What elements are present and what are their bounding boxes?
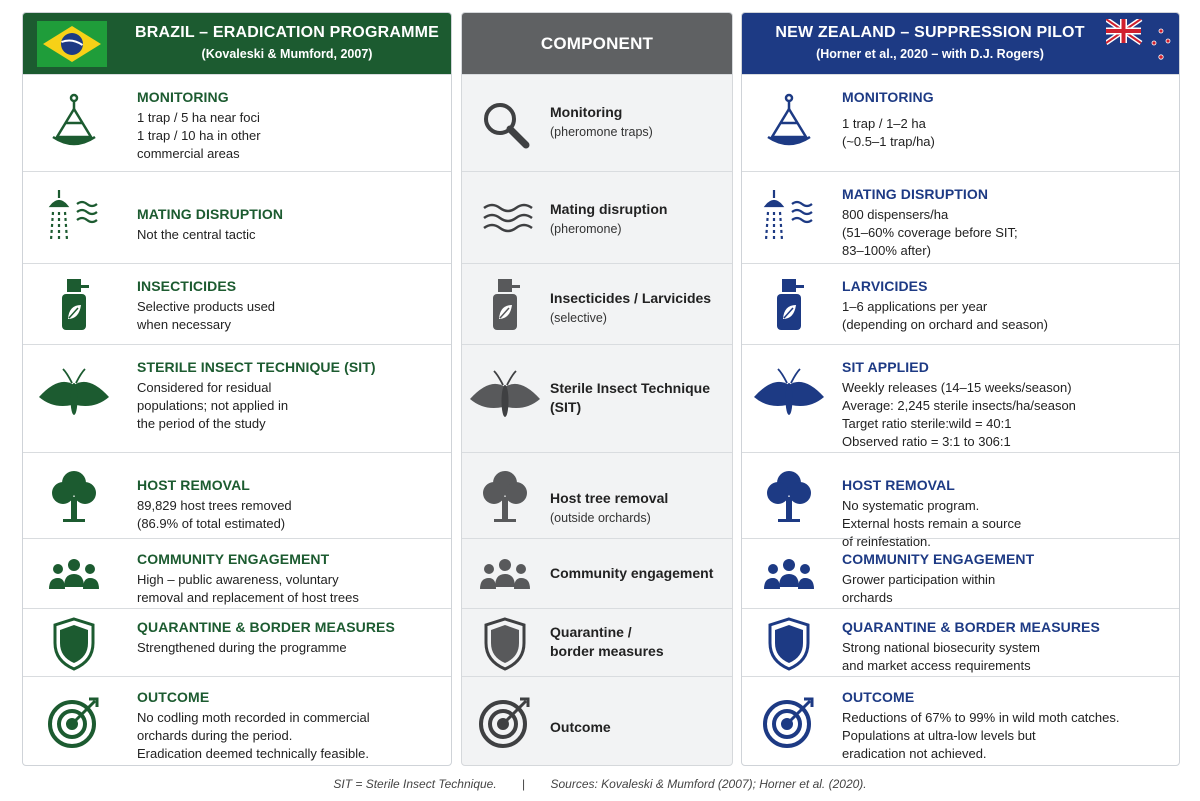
brazil-quarantine-title: QUARANTINE & BORDER MEASURES	[137, 619, 395, 635]
footer-sources: Sources: Kovaleski & Mumford (2007); Horner et al. (2020).	[550, 777, 867, 791]
component-mating-sub: (pheromone)	[550, 222, 622, 236]
nz-monitoring-title: MONITORING	[842, 89, 934, 105]
brazil-column	[22, 12, 452, 766]
nz-row-mating	[742, 171, 1179, 263]
nz-sit-text: Weekly releases (14–15 weeks/season) Average: 2,245 sterile insects/ha/season Target ratio sterile:wild = 40:1 Observed ratio = 3:1 to 306:1	[842, 380, 1076, 449]
component-row-community	[462, 538, 732, 608]
component-quarantine-title: Quarantine / border measures	[550, 624, 664, 659]
nz-row-sit	[742, 344, 1179, 452]
nz-host-title: HOST REMOVAL	[842, 477, 955, 493]
component-mating-title: Mating disruption	[550, 201, 668, 217]
component-header	[462, 13, 732, 74]
brazil-row-community	[23, 538, 451, 608]
brazil-host-title: HOST REMOVAL	[137, 477, 250, 493]
shield-icon	[45, 615, 103, 673]
brazil-row-mating	[23, 171, 451, 263]
target-icon	[760, 693, 818, 751]
nz-host-text: No systematic program. External hosts remain a source of reinfestation.	[842, 498, 1022, 549]
component-row-monitoring	[462, 74, 732, 171]
brazil-host-text: 89,829 host trees removed (86.9% of total estimated)	[137, 498, 292, 531]
nz-larvicides-title: LARVICIDES	[842, 278, 928, 294]
footer-note	[0, 777, 1200, 791]
brazil-mating-title: MATING DISRUPTION	[137, 206, 284, 222]
shield-icon	[760, 615, 818, 673]
dispenser-icon	[760, 188, 818, 246]
nz-larvicides-text: 1–6 applications per year (depending on orchard and season)	[842, 299, 1048, 332]
nz-community-title: COMMUNITY ENGAGEMENT	[842, 551, 1035, 567]
brazil-monitoring-title: MONITORING	[137, 89, 229, 105]
moth-icon	[468, 369, 542, 427]
component-insecticides-title: Insecticides / Larvicides	[550, 290, 712, 306]
new-zealand-title: NEW ZEALAND – SUPPRESSION PILOT	[775, 24, 1085, 41]
component-row-sit	[462, 344, 732, 452]
component-title: COMPONENT	[540, 34, 654, 53]
new-zealand-header	[742, 13, 1179, 74]
nz-row-larvicides	[742, 263, 1179, 344]
dispenser-icon	[45, 188, 103, 246]
people-icon	[760, 547, 818, 605]
nz-sit-title: SIT APPLIED	[842, 359, 929, 375]
target-icon	[45, 693, 103, 751]
nz-row-quarantine	[742, 608, 1179, 676]
spray-bottle-icon	[476, 275, 534, 333]
component-insecticides-sub: (selective)	[550, 311, 607, 325]
nz-quarantine-title: QUARANTINE & BORDER MEASURES	[842, 619, 1100, 635]
brazil-mating-text: Not the central tactic	[137, 227, 256, 242]
new-zealand-column	[741, 12, 1180, 766]
brazil-insecticides-title: INSECTICIDES	[137, 278, 237, 294]
nz-row-host	[742, 452, 1179, 549]
component-community-title: Community engagement	[550, 565, 714, 581]
tree-icon	[476, 467, 534, 525]
nz-outcome-text: Reductions of 67% to 99% in wild moth catches. Populations at ultra-low levels but eradication not achieved.	[842, 710, 1120, 761]
nz-row-outcome	[742, 676, 1179, 766]
magnifier-icon	[476, 95, 534, 153]
brazil-row-outcome	[23, 676, 451, 766]
people-icon	[45, 547, 103, 605]
brazil-outcome-text: No codling moth recorded in commercial orchards during the period. Eradication deemed technically feasible.	[137, 710, 370, 761]
new-zealand-subtitle: (Horner et al., 2020 – with D.J. Rogers)	[816, 47, 1044, 61]
footer-separator: |	[522, 777, 526, 791]
people-icon	[476, 547, 534, 605]
component-row-outcome	[462, 676, 732, 766]
brazil-monitoring-text: 1 trap / 5 ha near foci 1 trap / 10 ha in other commercial areas	[137, 110, 261, 161]
brazil-row-sit	[23, 344, 451, 452]
component-monitoring-title: Monitoring	[550, 104, 623, 120]
spray-bottle-icon	[45, 275, 103, 333]
shield-icon	[476, 615, 534, 673]
brazil-sit-title: STERILE INSECT TECHNIQUE (SIT)	[137, 359, 376, 375]
brazil-community-text: High – public awareness, voluntary removal and replacement of host trees	[137, 572, 359, 605]
nz-outcome-title: OUTCOME	[842, 689, 915, 705]
nz-community-text: Grower participation within orchards	[842, 572, 996, 605]
brazil-quarantine-text: Strengthened during the programme	[137, 640, 347, 655]
footer-abbreviation: SIT = Sterile Insect Technique.	[333, 777, 497, 791]
brazil-row-insecticides	[23, 263, 451, 344]
moth-icon	[752, 367, 826, 425]
component-monitoring-sub: (pheromone traps)	[550, 125, 653, 139]
trap-icon	[760, 93, 818, 151]
brazil-outcome-title: OUTCOME	[137, 689, 210, 705]
nz-quarantine-text: Strong national biosecurity system and market access requirements	[842, 640, 1040, 673]
brazil-row-monitoring	[23, 74, 451, 171]
brazil-header	[23, 13, 451, 74]
component-outcome-title: Outcome	[550, 719, 611, 735]
brazil-community-title: COMMUNITY ENGAGEMENT	[137, 551, 330, 567]
brazil-flag-icon	[37, 21, 107, 67]
target-icon	[476, 693, 534, 751]
brazil-row-host	[23, 452, 451, 538]
new-zealand-flag-icon	[1106, 19, 1176, 67]
component-row-mating	[462, 171, 732, 263]
component-host-sub: (outside orchards)	[550, 511, 651, 525]
nz-mating-text: 800 dispensers/ha (51–60% coverage before SIT; 83–100% after)	[842, 207, 1018, 258]
brazil-sit-text: Considered for residual populations; not applied in the period of the study	[137, 380, 289, 431]
nz-mating-title: MATING DISRUPTION	[842, 186, 989, 202]
nz-row-community	[742, 538, 1179, 608]
component-row-quarantine	[462, 608, 732, 676]
component-row-insecticides	[462, 263, 732, 344]
brazil-subtitle: (Kovaleski & Mumford, 2007)	[201, 47, 373, 61]
brazil-insecticides-text: Selective products used when necessary	[137, 299, 276, 332]
brazil-row-quarantine	[23, 608, 451, 676]
spray-bottle-icon	[760, 275, 818, 333]
waves-icon	[476, 190, 534, 248]
component-host-title: Host tree removal	[550, 490, 669, 506]
trap-icon	[45, 93, 103, 151]
component-column	[461, 12, 733, 766]
nz-row-monitoring	[742, 74, 1179, 171]
brazil-title: BRAZIL – ERADICATION PROGRAMME	[134, 24, 440, 41]
tree-icon	[45, 467, 103, 525]
tree-icon	[760, 467, 818, 525]
moth-icon	[37, 367, 111, 425]
nz-monitoring-text: 1 trap / 1–2 ha (~0.5–1 trap/ha)	[842, 116, 935, 149]
component-sit-title: Sterile Insect Technique (SIT)	[550, 380, 711, 415]
component-row-host	[462, 452, 732, 538]
